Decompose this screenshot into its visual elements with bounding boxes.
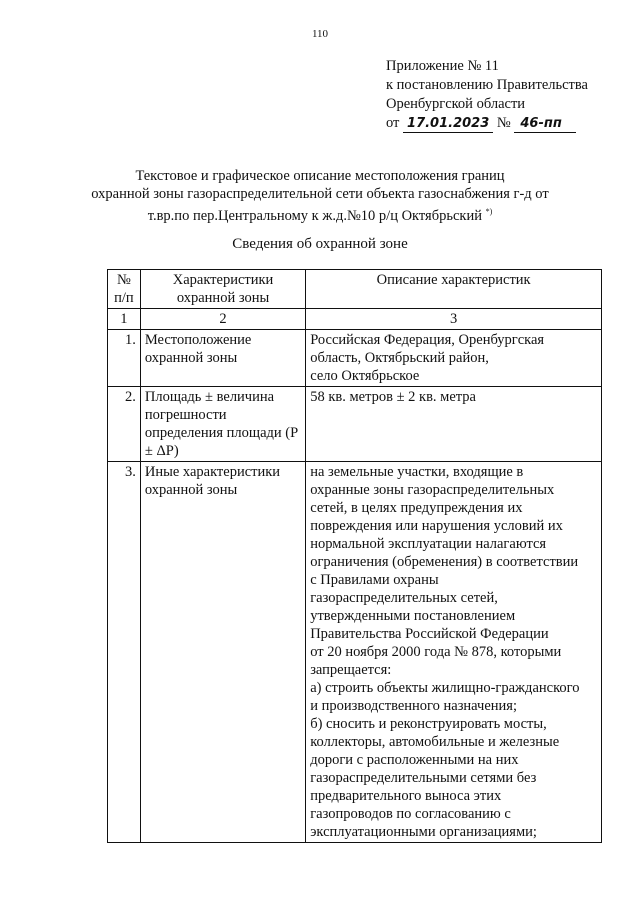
description-line: а) строить объекты жилищно-гражданского bbox=[310, 680, 580, 696]
appendix-block bbox=[386, 57, 588, 133]
description-line: б) сносить и реконструировать мосты, bbox=[310, 716, 547, 732]
row-description bbox=[306, 462, 602, 843]
description-line: Правительства Российской Федерации bbox=[310, 626, 549, 642]
description-line: область, Октябрьский район, bbox=[310, 350, 489, 366]
description-line: эксплуатационными организациями; bbox=[310, 824, 537, 840]
column-number: 1 bbox=[108, 309, 141, 330]
title-line-3 bbox=[0, 203, 640, 225]
date-prefix: от bbox=[386, 115, 400, 131]
row-name: Местоположение охранной зоны bbox=[140, 330, 305, 387]
table-row bbox=[108, 387, 602, 462]
document-title bbox=[0, 167, 640, 225]
description-line: дороги с расположенными на них bbox=[310, 752, 519, 768]
description-line: на земельные участки, входящие в bbox=[310, 464, 524, 480]
title-line-3-text: т.вр.по пер.Центральному к ж.д.№10 р/ц Октябрьский bbox=[147, 207, 482, 224]
description-line: газопроводов по согласованию с bbox=[310, 806, 511, 822]
table-row bbox=[108, 330, 602, 387]
description-line: нормальной эксплуатации налагаются bbox=[310, 536, 547, 552]
description-line: запрещается: bbox=[310, 662, 392, 678]
table-row bbox=[108, 462, 602, 843]
row-number: 3. bbox=[108, 462, 141, 843]
description-line: коллекторы, автомобильные и железные bbox=[310, 734, 560, 750]
description-line: с Правилами охраны bbox=[310, 572, 439, 588]
header-characteristics: Характеристики охранной зоны bbox=[140, 270, 305, 309]
description-line: газораспределительными сетями без bbox=[310, 770, 537, 786]
description-line: село Октябрьское bbox=[310, 368, 420, 384]
appendix-line-1: Приложение № 11 bbox=[386, 58, 499, 74]
appendix-date-line bbox=[386, 114, 588, 133]
row-name: Площадь ± величина погрешности определения площади (Р ± ΔР) bbox=[140, 387, 305, 462]
column-number-row bbox=[108, 309, 602, 330]
description-line: 58 кв. метров ± 2 кв. метра bbox=[310, 389, 476, 405]
row-number: 1. bbox=[108, 330, 141, 387]
row-number: 2. bbox=[108, 387, 141, 462]
column-number: 3 bbox=[306, 309, 602, 330]
row-description bbox=[306, 330, 602, 387]
section-title: Сведения об охранной зоне bbox=[232, 236, 408, 252]
description-line: от 20 ноября 2000 года № 878, которыми bbox=[310, 644, 562, 660]
row-name: Иные характеристики охранной зоны bbox=[140, 462, 305, 843]
handwritten-date: 17.01.2023 bbox=[403, 116, 493, 133]
description-line: Российская Федерация, Оренбургская bbox=[310, 332, 545, 348]
description-line: охранные зоны газораспределительных bbox=[310, 482, 555, 498]
page-number: 110 bbox=[311, 28, 329, 40]
row-description bbox=[306, 387, 602, 462]
handwritten-number: 46-пп bbox=[514, 116, 575, 133]
column-number: 2 bbox=[140, 309, 305, 330]
footnote-mark: *) bbox=[485, 207, 493, 216]
number-prefix: № bbox=[496, 115, 511, 131]
appendix-line-3: Оренбургской области bbox=[386, 96, 526, 112]
title-line-1: Текстовое и графическое описание местоположения границ bbox=[135, 168, 505, 184]
description-line: газораспределительных сетей, bbox=[310, 590, 498, 606]
table-header-row bbox=[108, 270, 602, 309]
appendix-line-2: к постановлению Правительства bbox=[386, 77, 588, 93]
description-line: предварительного выноса этих bbox=[310, 788, 502, 804]
header-description: Описание характеристик bbox=[306, 270, 602, 309]
protection-zone-table bbox=[107, 269, 602, 843]
description-line: и производственного назначения; bbox=[310, 698, 517, 714]
description-line: повреждения или нарушения условий их bbox=[310, 518, 563, 534]
header-number: № п/п bbox=[108, 270, 141, 309]
description-line: утвержденными постановлением bbox=[310, 608, 516, 624]
description-line: ограничения (обременения) в соответствии bbox=[310, 554, 579, 570]
description-line: сетей, в целях предупреждения их bbox=[310, 500, 523, 516]
title-line-2: охранной зоны газораспределительной сети объекта газоснабжения г-д от bbox=[91, 186, 549, 202]
